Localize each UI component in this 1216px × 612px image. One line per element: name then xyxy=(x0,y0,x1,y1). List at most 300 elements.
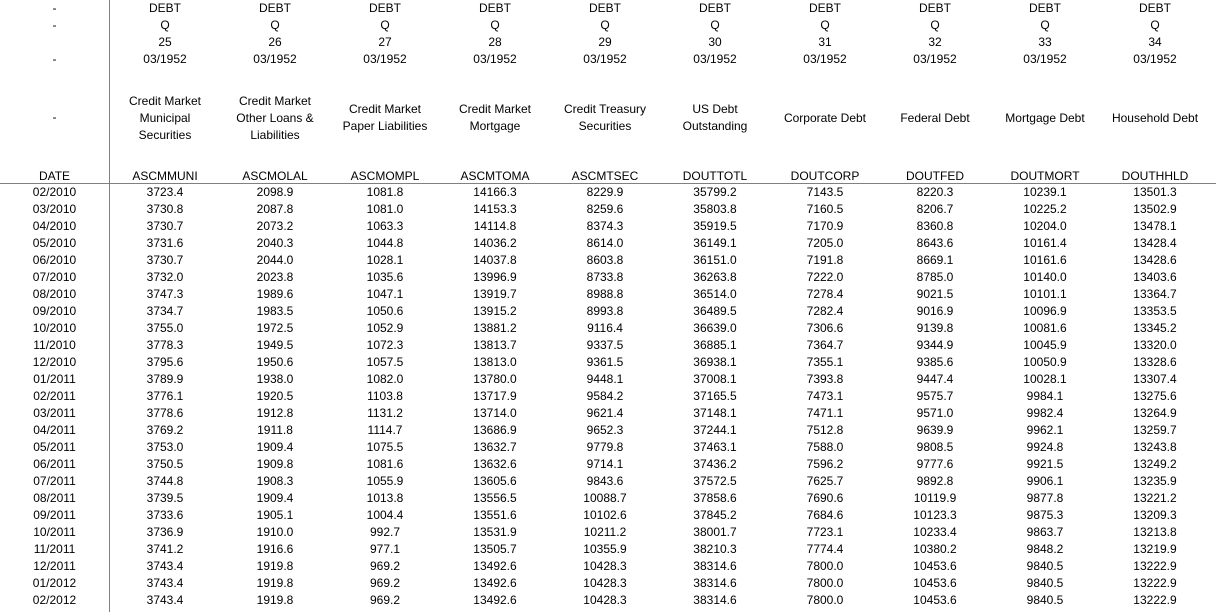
row-date: 04/2011 xyxy=(33,423,76,437)
row-value: 3730.7 xyxy=(146,219,184,233)
row-date: 09/2011 xyxy=(33,508,76,522)
row-value: 2040.3 xyxy=(256,236,294,250)
row-value: 13556.5 xyxy=(473,491,517,505)
row-value: 37463.1 xyxy=(693,440,737,454)
row-value: 9575.7 xyxy=(916,389,954,403)
column-start-date: 03/1952 xyxy=(1023,52,1067,66)
row-value: 7364.7 xyxy=(806,338,844,352)
row-value: 8259.6 xyxy=(586,202,624,216)
row-value: 9843.6 xyxy=(586,474,624,488)
row-value: 13222.9 xyxy=(1133,576,1177,590)
row-value: 8206.7 xyxy=(916,202,954,216)
row-value: 10028.1 xyxy=(1023,372,1067,386)
row-value: 36639.0 xyxy=(693,321,737,335)
row-value: 10453.6 xyxy=(913,576,957,590)
row-value: 9448.1 xyxy=(586,372,624,386)
column-category: DEBT xyxy=(698,1,731,15)
column-category: DEBT xyxy=(808,1,841,15)
row-value: 9344.9 xyxy=(916,338,954,352)
row-value: 1075.5 xyxy=(366,440,404,454)
row-value: 1905.1 xyxy=(256,508,294,522)
row-value: 3730.7 xyxy=(146,253,184,267)
row-value: 8988.8 xyxy=(586,287,624,301)
table-row xyxy=(0,439,1216,456)
column-description: Federal Debt xyxy=(900,110,970,125)
row-value: 36514.0 xyxy=(693,287,737,301)
row-value: 37008.1 xyxy=(693,372,737,386)
column-code: DOUTFED xyxy=(906,169,964,183)
table-row xyxy=(0,575,1216,592)
row-value: 9962.1 xyxy=(1026,423,1064,437)
row-value: 7170.9 xyxy=(806,219,844,233)
table-row xyxy=(0,371,1216,388)
column-code: ASCMTOMA xyxy=(460,169,530,183)
row-value: 36885.1 xyxy=(693,338,737,352)
row-value: 10453.6 xyxy=(913,593,957,607)
column-description: Household Debt xyxy=(1111,110,1199,125)
row-value: 37244.1 xyxy=(693,423,737,437)
row-value: 9840.5 xyxy=(1026,576,1064,590)
row-value: 3789.9 xyxy=(146,372,184,386)
row-value: 9875.3 xyxy=(1026,508,1064,522)
row-value: 7191.8 xyxy=(806,253,844,267)
row-value: 13502.9 xyxy=(1133,202,1177,216)
row-value: 1950.6 xyxy=(256,355,294,369)
row-value: 13364.7 xyxy=(1133,287,1177,301)
row-value: 1028.1 xyxy=(366,253,404,267)
row-value: 2098.9 xyxy=(256,185,294,199)
row-date: 10/2011 xyxy=(33,525,76,539)
row-value: 8614.0 xyxy=(586,236,624,250)
row-value: 8669.1 xyxy=(916,253,954,267)
row-value: 10380.2 xyxy=(913,542,957,556)
row-value: 7205.0 xyxy=(806,236,844,250)
column-code: DOUTCORP xyxy=(790,169,860,183)
row-value: 1972.5 xyxy=(256,321,294,335)
row-value: 10239.1 xyxy=(1023,185,1067,199)
row-value: 8374.3 xyxy=(586,219,624,233)
row-value: 13813.0 xyxy=(473,355,517,369)
row-label-category: - xyxy=(52,1,57,15)
row-value: 1050.6 xyxy=(366,304,404,318)
row-value: 1035.6 xyxy=(366,270,404,284)
row-date: 02/2010 xyxy=(32,185,77,199)
column-frequency: Q xyxy=(710,18,720,32)
row-value: 7774.4 xyxy=(806,542,844,556)
row-value: 38001.7 xyxy=(693,525,737,539)
column-code: DOUTTOTL xyxy=(682,169,748,183)
row-value: 37572.5 xyxy=(693,474,737,488)
row-value: 9139.8 xyxy=(916,321,954,335)
row-value: 37436.2 xyxy=(693,457,737,471)
row-value: 14037.8 xyxy=(473,253,517,267)
row-value: 7800.0 xyxy=(806,559,844,573)
row-date: 09/2010 xyxy=(32,304,77,318)
row-date: 01/2012 xyxy=(32,576,77,590)
row-value: 10428.3 xyxy=(583,576,627,590)
column-number: 25 xyxy=(158,35,172,49)
row-value: 13259.7 xyxy=(1133,423,1177,437)
row-value: 7143.5 xyxy=(806,185,844,199)
row-value: 7282.4 xyxy=(806,304,844,318)
row-value: 13221.2 xyxy=(1133,491,1177,505)
row-value: 7512.8 xyxy=(806,423,844,437)
column-description: Credit Market Mortgage xyxy=(458,102,532,133)
column-start-date: 03/1952 xyxy=(693,52,737,66)
column-category: DEBT xyxy=(478,1,511,15)
column-category: DEBT xyxy=(1028,1,1061,15)
row-value: 3776.1 xyxy=(146,389,184,403)
row-value: 3778.6 xyxy=(146,406,184,420)
row-value: 1013.8 xyxy=(366,491,404,505)
column-code: ASCMOLAL xyxy=(242,169,308,183)
row-value: 1920.5 xyxy=(256,389,294,403)
table-row xyxy=(0,252,1216,269)
row-date: 10/2010 xyxy=(32,321,77,335)
row-date: 02/2011 xyxy=(33,389,76,403)
row-value: 9840.5 xyxy=(1026,559,1064,573)
column-category: DEBT xyxy=(258,1,291,15)
row-value: 1103.8 xyxy=(367,389,403,403)
row-value: 10428.3 xyxy=(583,593,627,607)
row-value: 7278.4 xyxy=(806,287,844,301)
row-value: 1044.8 xyxy=(366,236,404,250)
row-value: 8603.8 xyxy=(586,253,624,267)
row-value: 10102.6 xyxy=(583,508,627,522)
row-value: 3769.2 xyxy=(146,423,184,437)
row-value: 1910.0 xyxy=(256,525,294,539)
row-value: 3753.0 xyxy=(146,440,184,454)
row-value: 1081.6 xyxy=(366,457,404,471)
row-value: 3731.6 xyxy=(146,236,184,250)
row-value: 992.7 xyxy=(369,525,401,539)
row-value: 13275.6 xyxy=(1133,389,1177,403)
row-value: 1114.7 xyxy=(367,423,403,437)
row-value: 7684.6 xyxy=(806,508,844,522)
row-value: 3795.6 xyxy=(146,355,184,369)
row-value: 38314.6 xyxy=(693,593,737,607)
row-value: 13717.9 xyxy=(473,389,517,403)
column-category: DEBT xyxy=(368,1,401,15)
row-value: 7596.2 xyxy=(806,457,844,471)
row-value: 8360.8 xyxy=(916,219,954,233)
row-value: 13307.4 xyxy=(1133,372,1177,386)
column-description: Credit Market Paper Liabilities xyxy=(342,102,428,133)
row-value: 9639.9 xyxy=(916,423,954,437)
date-header: DATE xyxy=(38,169,71,183)
table-row xyxy=(0,592,1216,609)
row-value: 1919.8 xyxy=(256,576,294,590)
row-value: 9982.4 xyxy=(1026,406,1064,420)
row-value: 1919.8 xyxy=(256,593,294,607)
row-value: 7800.0 xyxy=(806,593,844,607)
row-value: 13219.9 xyxy=(1133,542,1177,556)
row-value: 9337.5 xyxy=(586,338,624,352)
row-value: 13881.2 xyxy=(473,321,517,335)
row-value: 977.1 xyxy=(369,542,401,556)
row-value: 9984.1 xyxy=(1026,389,1064,403)
row-value: 7625.7 xyxy=(806,474,844,488)
row-value: 1072.3 xyxy=(366,338,404,352)
table-row xyxy=(0,235,1216,252)
table-row xyxy=(0,320,1216,337)
column-number: 34 xyxy=(1148,35,1162,49)
row-value: 13919.7 xyxy=(473,287,517,301)
row-value: 3747.3 xyxy=(146,287,184,301)
table-row xyxy=(0,286,1216,303)
table-row xyxy=(0,558,1216,575)
column-frequency: Q xyxy=(1040,18,1050,32)
row-value: 10211.2 xyxy=(583,525,627,539)
row-value: 10355.9 xyxy=(583,542,627,556)
row-date: 12/2011 xyxy=(33,559,76,573)
row-value: 13403.6 xyxy=(1133,270,1177,284)
row-value: 14153.3 xyxy=(473,202,517,216)
column-frequency: Q xyxy=(490,18,500,32)
row-value: 36938.1 xyxy=(693,355,737,369)
row-value: 3744.8 xyxy=(146,474,184,488)
row-value: 3734.7 xyxy=(146,304,184,318)
row-value: 13428.4 xyxy=(1133,236,1177,250)
row-value: 9840.5 xyxy=(1026,593,1064,607)
row-value: 35803.8 xyxy=(693,202,737,216)
row-value: 13492.6 xyxy=(473,593,517,607)
row-value: 1082.0 xyxy=(366,372,404,386)
row-date: 12/2010 xyxy=(32,355,77,369)
row-value: 1081.8 xyxy=(366,185,404,199)
row-value: 9652.3 xyxy=(586,423,624,437)
row-value: 10161.4 xyxy=(1023,236,1067,250)
row-value: 10045.9 xyxy=(1023,338,1067,352)
row-value: 10119.9 xyxy=(913,491,957,505)
row-value: 7160.5 xyxy=(806,202,844,216)
row-value: 1909.4 xyxy=(256,440,294,454)
row-value: 13345.2 xyxy=(1133,321,1177,335)
row-value: 3730.8 xyxy=(146,202,184,216)
row-value: 37858.6 xyxy=(693,491,737,505)
row-value: 14166.3 xyxy=(473,185,517,199)
row-value: 36149.1 xyxy=(693,236,737,250)
row-value: 7690.6 xyxy=(806,491,844,505)
row-value: 10096.9 xyxy=(1023,304,1067,318)
table-row xyxy=(0,354,1216,371)
column-frequency: Q xyxy=(1150,18,1160,32)
row-value: 1912.8 xyxy=(256,406,294,420)
row-value: 1938.0 xyxy=(256,372,294,386)
row-value: 13320.0 xyxy=(1133,338,1177,352)
row-value: 13222.9 xyxy=(1133,559,1177,573)
column-code: ASCMOMPL xyxy=(350,169,420,183)
row-value: 9621.4 xyxy=(586,406,624,420)
column-category: DEBT xyxy=(588,1,621,15)
row-label-description: - xyxy=(52,110,57,124)
row-value: 13632.7 xyxy=(473,440,517,454)
row-value: 3755.0 xyxy=(146,321,184,335)
row-value: 38314.6 xyxy=(693,559,737,573)
row-value: 7588.0 xyxy=(806,440,844,454)
column-category: DEBT xyxy=(918,1,951,15)
row-value: 7471.1 xyxy=(806,406,844,420)
column-description: Mortgage Debt xyxy=(1005,110,1085,125)
column-code: ASCMTSEC xyxy=(571,169,639,183)
row-value: 13209.3 xyxy=(1133,508,1177,522)
row-date: 04/2010 xyxy=(32,219,77,233)
row-value: 7355.1 xyxy=(806,355,844,369)
row-value: 3723.4 xyxy=(146,185,184,199)
column-start-date: 03/1952 xyxy=(143,52,187,66)
row-value: 9848.2 xyxy=(1026,542,1064,556)
row-date: 06/2010 xyxy=(32,253,77,267)
table-row xyxy=(0,388,1216,405)
row-value: 13353.5 xyxy=(1133,304,1177,318)
row-value: 1057.5 xyxy=(366,355,404,369)
row-value: 9863.7 xyxy=(1026,525,1064,539)
row-value: 1919.8 xyxy=(256,559,294,573)
row-value: 3743.4 xyxy=(146,559,184,573)
row-value: 9571.0 xyxy=(916,406,954,420)
row-value: 8229.9 xyxy=(586,185,624,199)
row-value: 38210.3 xyxy=(693,542,737,556)
column-number: 27 xyxy=(378,35,392,49)
row-value: 13478.1 xyxy=(1133,219,1177,233)
row-value: 13235.9 xyxy=(1133,474,1177,488)
row-value: 1916.6 xyxy=(256,542,294,556)
row-value: 969.2 xyxy=(369,576,401,590)
row-value: 8993.8 xyxy=(586,304,624,318)
row-value: 7800.0 xyxy=(806,576,844,590)
table-row xyxy=(0,507,1216,524)
table-row xyxy=(0,218,1216,235)
row-value: 1909.4 xyxy=(256,491,294,505)
row-value: 7222.0 xyxy=(806,270,844,284)
row-value: 13915.2 xyxy=(473,304,517,318)
column-start-date: 03/1952 xyxy=(473,52,517,66)
table-row xyxy=(0,269,1216,286)
column-frequency: Q xyxy=(160,18,170,32)
column-number: 30 xyxy=(708,35,722,49)
column-start-date: 03/1952 xyxy=(1133,52,1177,66)
row-value: 10081.6 xyxy=(1023,321,1067,335)
row-value: 1909.8 xyxy=(256,457,294,471)
column-start-date: 03/1952 xyxy=(583,52,627,66)
row-value: 36151.0 xyxy=(693,253,737,267)
row-value: 9906.1 xyxy=(1026,474,1064,488)
row-value: 10050.9 xyxy=(1023,355,1067,369)
row-value: 10088.7 xyxy=(583,491,627,505)
row-value: 1908.3 xyxy=(256,474,294,488)
row-value: 9877.8 xyxy=(1026,491,1064,505)
row-value: 37165.5 xyxy=(693,389,737,403)
row-value: 9714.1 xyxy=(586,457,624,471)
table-row xyxy=(0,184,1216,201)
row-value: 37148.1 xyxy=(693,406,737,420)
row-value: 3750.5 xyxy=(146,457,184,471)
row-date: 08/2011 xyxy=(33,491,76,505)
table-row xyxy=(0,490,1216,507)
row-value: 10101.1 xyxy=(1023,287,1067,301)
row-value: 9021.5 xyxy=(916,287,954,301)
row-value: 13714.0 xyxy=(473,406,517,420)
row-value: 14114.8 xyxy=(473,219,517,233)
row-value: 2087.8 xyxy=(256,202,294,216)
row-value: 13328.6 xyxy=(1133,355,1177,369)
row-value: 13428.6 xyxy=(1133,253,1177,267)
column-category: DEBT xyxy=(148,1,181,15)
row-value: 3736.9 xyxy=(146,525,184,539)
row-value: 13996.9 xyxy=(473,270,517,284)
row-date: 05/2011 xyxy=(33,440,76,454)
column-start-date: 03/1952 xyxy=(913,52,957,66)
row-value: 1081.0 xyxy=(366,202,404,216)
row-value: 13605.6 xyxy=(473,474,517,488)
row-value: 37845.2 xyxy=(693,508,737,522)
row-date: 08/2010 xyxy=(32,287,77,301)
row-value: 3733.6 xyxy=(146,508,184,522)
row-value: 9779.8 xyxy=(586,440,624,454)
row-date: 02/2012 xyxy=(32,593,77,607)
row-value: 14036.2 xyxy=(473,236,517,250)
row-value: 10140.0 xyxy=(1023,270,1067,284)
row-label-start-date: - xyxy=(52,52,57,66)
row-value: 3778.3 xyxy=(146,338,184,352)
row-value: 35919.5 xyxy=(693,219,737,233)
row-value: 1052.9 xyxy=(366,321,404,335)
row-date: 07/2011 xyxy=(33,474,76,488)
row-date: 07/2010 xyxy=(32,270,77,284)
row-value: 10204.0 xyxy=(1023,219,1067,233)
row-value: 13551.6 xyxy=(473,508,517,522)
row-value: 9777.6 xyxy=(916,457,954,471)
column-description: Corporate Debt xyxy=(783,110,867,125)
row-value: 7306.6 xyxy=(806,321,844,335)
column-code: ASCMMUNI xyxy=(132,169,198,183)
column-start-date: 03/1952 xyxy=(803,52,847,66)
row-value: 13222.9 xyxy=(1133,593,1177,607)
row-value: 8785.0 xyxy=(916,270,954,284)
table-row xyxy=(0,422,1216,439)
column-start-date: 03/1952 xyxy=(253,52,297,66)
column-number: 32 xyxy=(928,35,942,49)
table-row xyxy=(0,541,1216,558)
row-value: 13492.6 xyxy=(473,559,517,573)
column-frequency: Q xyxy=(380,18,390,32)
row-value: 3743.4 xyxy=(146,593,184,607)
row-value: 10453.6 xyxy=(913,559,957,573)
row-value: 3741.2 xyxy=(146,542,184,556)
column-number: 29 xyxy=(598,35,612,49)
row-value: 10428.3 xyxy=(583,559,627,573)
row-value: 7473.1 xyxy=(806,389,844,403)
row-value: 9385.6 xyxy=(916,355,954,369)
row-value: 8643.6 xyxy=(916,236,954,250)
row-value: 1131.2 xyxy=(367,406,403,420)
row-value: 9584.2 xyxy=(586,389,624,403)
row-value: 7723.1 xyxy=(806,525,844,539)
column-code: DOUTMORT xyxy=(1010,169,1080,183)
row-value: 969.2 xyxy=(369,559,401,573)
row-value: 1983.5 xyxy=(256,304,294,318)
row-value: 9016.9 xyxy=(916,304,954,318)
row-date: 11/2011 xyxy=(33,542,76,556)
column-start-date: 03/1952 xyxy=(363,52,407,66)
column-description: Credit Market Other Loans & Liabilities xyxy=(236,93,314,142)
table-row xyxy=(0,201,1216,218)
row-value: 9921.5 xyxy=(1026,457,1064,471)
row-value: 13531.9 xyxy=(473,525,517,539)
row-value: 13492.6 xyxy=(473,576,517,590)
row-value: 3739.5 xyxy=(146,491,184,505)
column-number: 31 xyxy=(818,35,832,49)
